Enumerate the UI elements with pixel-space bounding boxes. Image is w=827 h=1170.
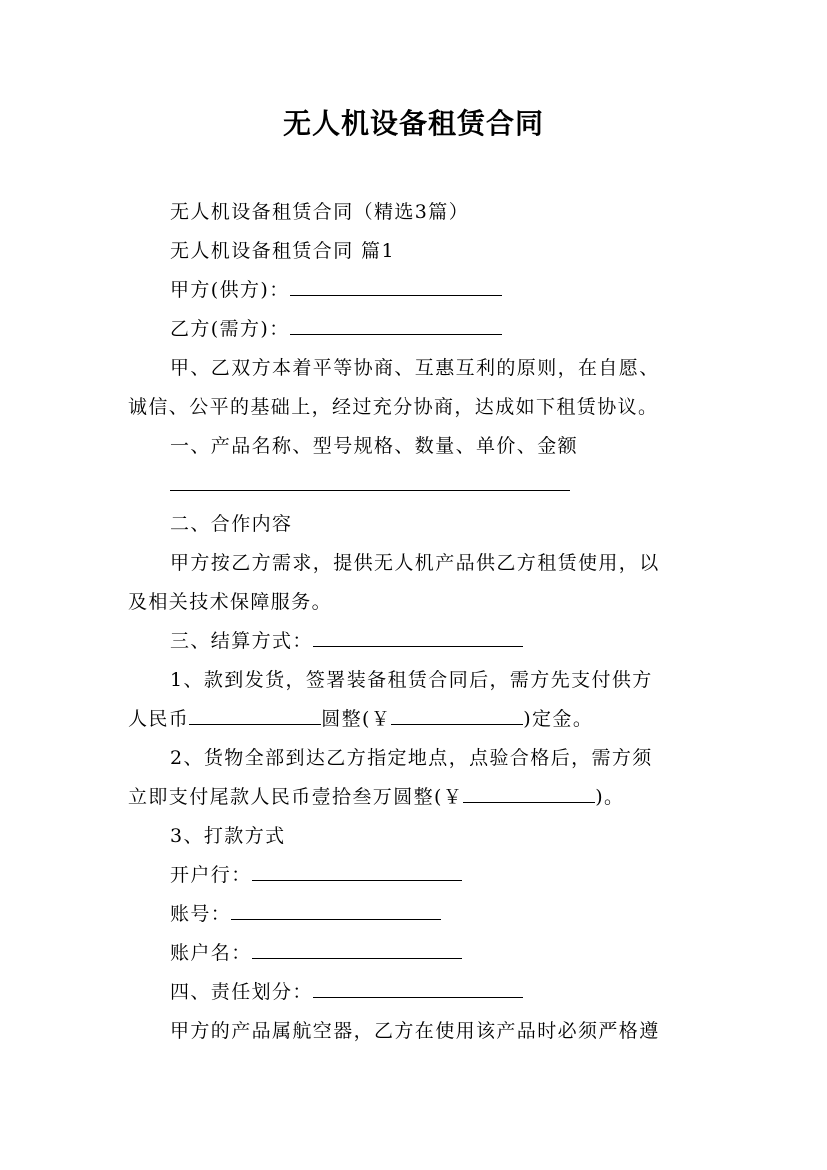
bank-blank (252, 862, 462, 881)
account-name-blank (252, 940, 462, 959)
party-b-blank (290, 316, 502, 335)
party-a-line (170, 277, 760, 303)
intro-line-1: 甲、乙双方本着平等协商、互惠互利的原则，在自愿、 (170, 357, 660, 379)
section-1-heading: 一、产品名称、型号规格、数量、单价、金额 (170, 435, 579, 457)
party-a-blank (290, 277, 502, 296)
account-name-label: 账户名： (170, 942, 252, 964)
subtitle: 无人机设备租赁合同（精选3篇） (170, 201, 470, 223)
responsibility-line-1: 甲方的产品属航空器，乙方在使用该产品时必须严格遵 (170, 1020, 660, 1042)
section-4-line (170, 979, 760, 1005)
account-number-line (170, 901, 760, 927)
payment-1-text-a: 人民币 (128, 708, 190, 730)
account-number-blank (231, 901, 441, 920)
payment-1-text-c: )定金。 (523, 708, 594, 730)
payment-1-amount-blank (189, 706, 321, 725)
payment-1-text-b: 圆整(￥ (321, 708, 392, 730)
payment-2-figure-blank (463, 784, 595, 803)
payment-1-figure-blank (391, 706, 523, 725)
cooperation-line-1: 甲方按乙方需求，提供无人机产品供乙方租赁使用，以 (170, 552, 660, 574)
bank-label: 开户行： (170, 864, 252, 886)
section-4-heading: 四、责任划分： (170, 981, 313, 1003)
section-3-heading: 三、结算方式： (170, 630, 313, 652)
party-b-label: 乙方(需方)： (170, 318, 290, 340)
payment-2-text-a: 立即支付尾款人民币壹拾叁万圆整(￥ (128, 786, 464, 808)
section-3-blank (313, 628, 523, 647)
section-3-line (170, 628, 760, 654)
bank-line (170, 862, 760, 888)
payment-2-text-b: )。 (595, 786, 625, 808)
section-4-blank (313, 979, 523, 998)
section-2-heading: 二、合作内容 (170, 513, 293, 535)
payment-1-line-1: 1、款到发货，签署装备租赁合同后，需方先支付供方 (170, 669, 653, 691)
account-name-line (170, 940, 760, 966)
account-number-label: 账号： (170, 903, 232, 925)
cooperation-line-2: 及相关技术保障服务。 (128, 591, 333, 613)
payment-2-line-2 (128, 784, 718, 810)
chapter-heading: 无人机设备租赁合同 篇1 (170, 240, 395, 262)
party-b-line (170, 316, 760, 342)
section-1-blank (170, 490, 570, 491)
document-title: 无人机设备租赁合同 (282, 107, 544, 140)
payment-1-line-2 (128, 706, 718, 732)
intro-line-2: 诚信、公平的基础上，经过充分协商，达成如下租赁协议。 (128, 396, 659, 418)
payment-3-heading: 3、打款方式 (170, 825, 286, 847)
payment-2-line-1: 2、货物全部到达乙方指定地点，点验合格后，需方须 (170, 747, 653, 769)
party-a-label: 甲方(供方)： (170, 279, 290, 301)
